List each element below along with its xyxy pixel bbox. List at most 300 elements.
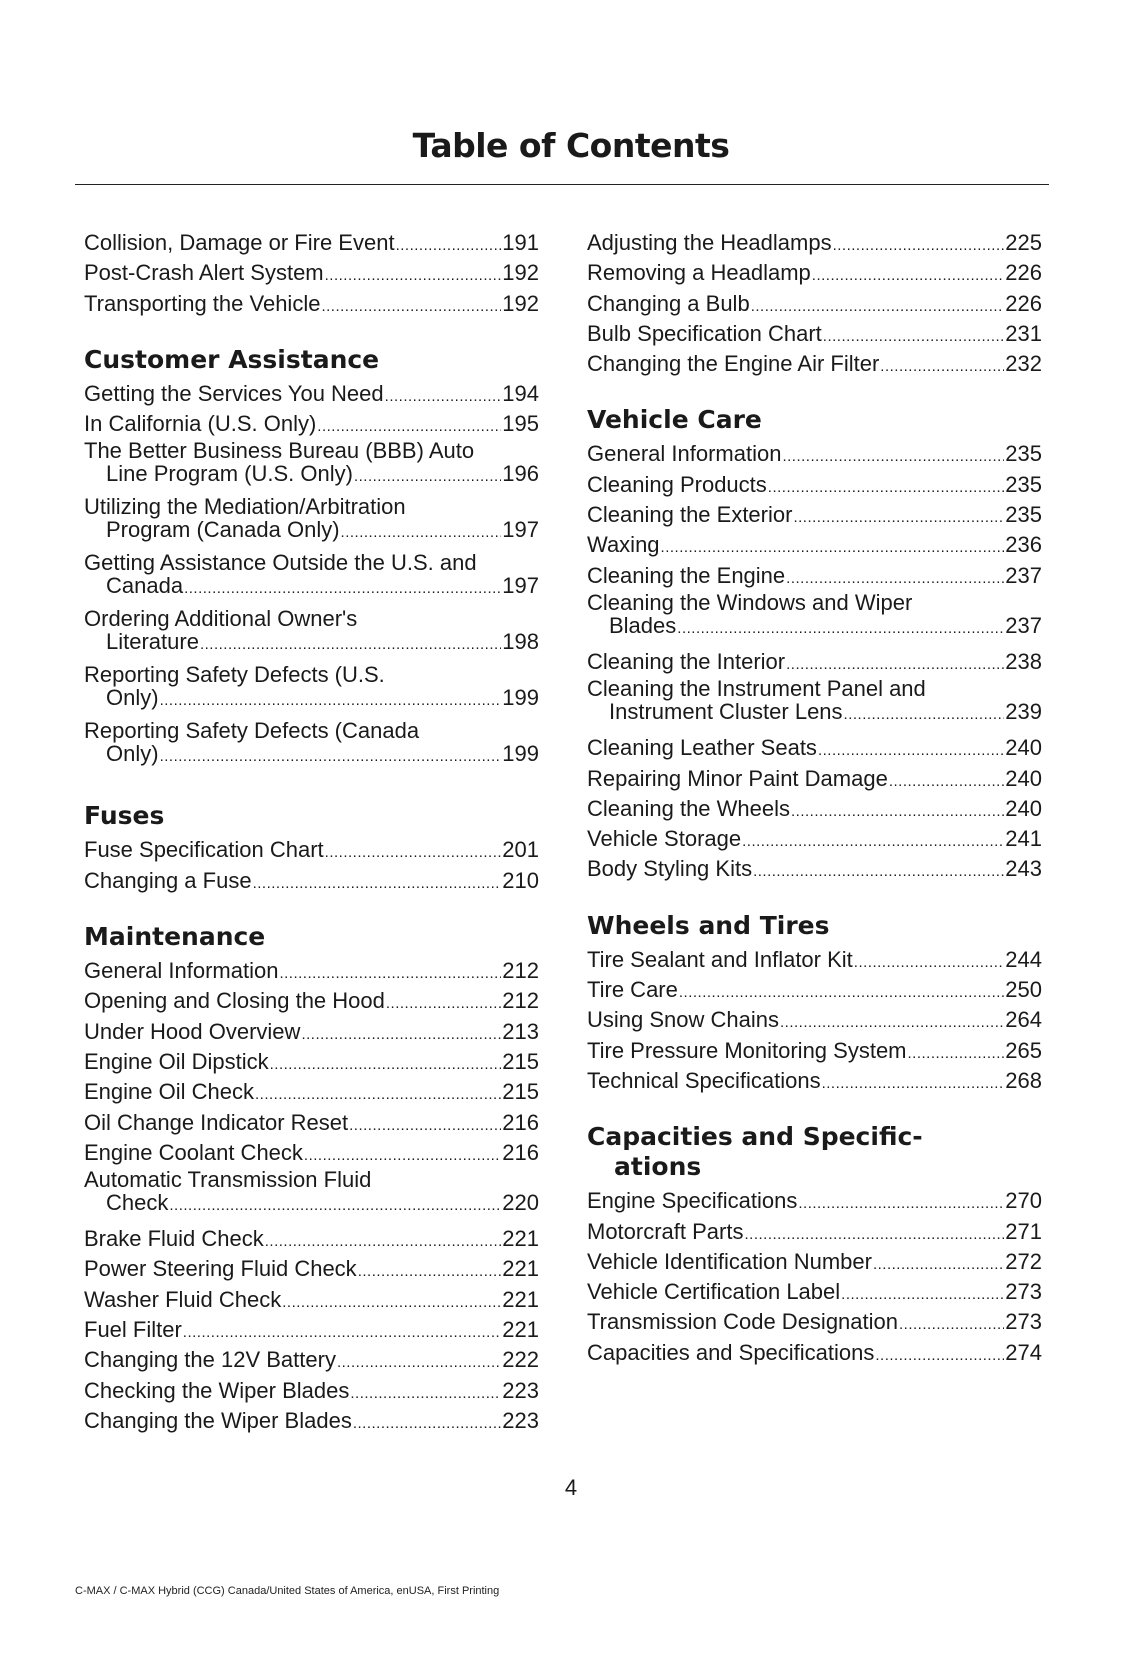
toc-entry[interactable] [84,719,539,775]
toc-page-number: 223 [502,1407,539,1433]
dot-leader [282,1288,501,1318]
toc-page-number: 216 [502,1109,539,1135]
toc-entry[interactable] [84,1077,539,1107]
toc-entry[interactable] [587,975,1042,1005]
toc-page-number: 220 [502,1190,539,1216]
toc-entry[interactable] [587,854,1042,884]
toc-page-number: 194 [502,380,539,406]
toc-entry-title-continuation: Instrument Cluster Lens [609,699,843,725]
toc-page-number: 240 [1005,765,1042,791]
dot-leader [160,689,502,712]
toc-section [84,228,539,319]
toc-entry-row [84,742,539,768]
toc-entry[interactable] [84,1017,539,1047]
toc-entry[interactable] [84,495,539,551]
section-heading-text: Maintenance [84,922,266,952]
toc-entry-row [587,319,1042,352]
toc-entry-title: Utilizing the Mediation/Arbitration [84,494,406,520]
toc-entry-row [587,289,1042,322]
toc-right-column [587,228,1042,1368]
section-heading-text: Capacities and Specific- [587,1122,923,1152]
dot-leader [350,1379,501,1409]
dot-leader [841,1280,1004,1310]
toc-entry-row [587,975,1042,1008]
toc-entry-title: Vehicle Storage [587,826,742,852]
dot-leader [875,1341,1004,1371]
dot-leader [253,869,502,899]
toc-page-number: 273 [1005,1279,1042,1305]
toc-entry[interactable] [587,1217,1042,1247]
toc-entry-row [587,1247,1042,1280]
dot-leader [279,959,501,989]
toc-entry-title: Changing a Bulb [587,290,750,316]
toc-page-number: 232 [1005,351,1042,377]
toc-entry-title: Fuse Specification Chart [84,837,324,863]
dot-leader [353,1409,501,1439]
toc-entry[interactable] [587,228,1042,258]
toc-page-number: 221 [502,1256,539,1282]
toc-entry-title: Fuel Filter [84,1317,182,1343]
toc-page-number: 191 [502,230,539,255]
toc-entry-title: Tire Sealant and Inflator Kit [587,946,853,972]
toc-entry[interactable] [587,1338,1042,1368]
toc-page-number: 231 [1005,320,1042,346]
dot-leader [768,473,1005,503]
toc-entry-title: Using Snow Chains [587,1007,779,1033]
toc-entry-row [587,1277,1042,1310]
title-divider [75,184,1049,185]
toc-entry-title: Under Hood Overview [84,1018,301,1044]
toc-page-number: 212 [502,988,539,1014]
section-heading-text: Wheels and Tires [587,910,830,940]
toc-page-number: 250 [1005,977,1042,1003]
section-heading-text: Fuses [84,801,165,831]
toc-entry-row [587,1338,1042,1371]
toc-entry-title: Cleaning Products [587,471,767,497]
toc-entry-row [84,289,539,322]
toc-entry[interactable] [587,289,1042,319]
toc-entry-row [84,1191,539,1217]
toc-entry[interactable] [587,794,1042,824]
toc-entry-row [587,228,1042,261]
section-heading-text: Vehicle Care [587,405,762,435]
toc-entry[interactable] [587,945,1042,975]
toc-page-number: 240 [1005,735,1042,761]
toc-entry[interactable] [84,1224,539,1254]
toc-entry[interactable] [587,319,1042,349]
toc-entry[interactable] [587,1277,1042,1307]
toc-page-number: 197 [502,517,539,543]
toc-page-number: 223 [502,1377,539,1403]
toc-entry-title: Vehicle Certification Label [587,1279,841,1305]
dot-leader [818,736,1004,766]
toc-section [587,1122,1042,1368]
toc-entry-row [587,945,1042,978]
toc-entry[interactable] [587,258,1042,288]
toc-page-number: 212 [502,958,539,984]
toc-entry-row [587,1186,1042,1219]
toc-entry-row [84,574,539,600]
toc-entry-title-continuation: Program (Canada Only) [106,517,340,543]
toc-page-number: 195 [502,411,539,437]
dot-leader [270,1050,502,1080]
toc-entry-title: Body Styling Kits [587,856,753,882]
toc-entry[interactable] [587,677,1042,733]
toc-entry-row [587,854,1042,887]
toc-entry[interactable] [84,1406,539,1436]
toc-entry[interactable] [587,824,1042,854]
dot-leader [358,1257,502,1287]
toc-entry-row [587,824,1042,857]
toc-entry-row [84,1285,539,1318]
toc-page-number: 222 [502,1347,539,1373]
toc-page-number: 237 [1005,612,1042,638]
toc-page-number: 239 [1005,699,1042,725]
toc-page-number: 272 [1005,1248,1042,1274]
dot-leader [744,1220,1004,1250]
toc-entry-title: Cleaning the Wheels [587,795,791,821]
toc-entry-row [84,1224,539,1257]
toc-page-number: 273 [1005,1309,1042,1335]
toc-section [587,228,1042,379]
dot-leader [337,1348,501,1378]
toc-page-number: 235 [1005,441,1042,467]
toc-page-number: 221 [502,1226,539,1252]
toc-page-number: 274 [1005,1339,1042,1365]
toc-entry-row [587,764,1042,797]
dot-leader [822,1069,1005,1099]
toc-entry-title: Automatic Transmission Fluid [84,1167,372,1193]
page-title: Table of Contents [412,126,730,165]
toc-entry[interactable] [84,986,539,1016]
toc-entry-row [84,228,539,261]
toc-entry[interactable] [587,647,1042,677]
dot-leader [854,948,1005,978]
dot-leader [844,703,1005,726]
toc-entry[interactable] [84,551,539,607]
dot-leader [321,292,501,322]
toc-entry-row [84,518,539,544]
page-number: 4 [564,1475,578,1500]
toc-entry-row [84,1047,539,1080]
toc-entry-title: Engine Oil Dipstick [84,1048,269,1074]
toc-entry-row [587,470,1042,503]
dot-leader [679,978,1004,1008]
toc-entry-title: Engine Coolant Check [84,1139,303,1165]
toc-page-number: 213 [502,1018,539,1044]
toc-page-number: 196 [502,461,539,487]
toc-entry-row [84,866,539,899]
dot-leader [183,1318,501,1348]
toc-entry-title: Motorcraft Parts [587,1218,744,1244]
toc-page-number: 197 [502,573,539,599]
toc-entry-title: Getting the Services You Need [84,380,384,406]
toc-entry-title: Cleaning the Engine [587,562,786,588]
dot-leader [354,465,501,488]
toc-entry-row [587,700,1042,726]
toc-entry-title: Adjusting the Headlamps [587,230,832,255]
dot-leader [751,292,1005,322]
toc-entry-row [587,500,1042,533]
toc-entry-title: Brake Fluid Check [84,1226,264,1252]
toc-entry-title: Changing the 12V Battery [84,1347,336,1373]
toc-entry-row [587,794,1042,827]
toc-entry-title: General Information [84,958,279,984]
toc-entry[interactable] [84,835,539,865]
toc-entry[interactable] [84,1315,539,1345]
dot-leader [889,767,1004,797]
toc-entry-title: Bulb Specification Chart [587,320,822,346]
toc-entry-title: Cleaning the Instrument Panel and [587,676,926,702]
toc-entry-row [587,1217,1042,1250]
dot-leader [798,1189,1004,1219]
toc-entry-row [587,614,1042,640]
toc-entry-row [587,647,1042,680]
toc-entry-title-continuation: Literature [106,629,199,655]
toc-page-number: 243 [1005,856,1042,882]
dot-leader [677,617,1004,640]
toc-entry[interactable] [587,439,1042,469]
toc-entry-title: Washer Fluid Check [84,1286,282,1312]
toc-entry-title: Cleaning the Windows and Wiper [587,589,913,615]
toc-entry-title: Waxing [587,532,660,558]
toc-page-number: 199 [502,685,539,711]
toc-page-number: 235 [1005,471,1042,497]
toc-entry[interactable] [587,591,1042,647]
toc-entry[interactable] [84,866,539,896]
toc-entry-row [587,439,1042,472]
toc-entry-title: Tire Care [587,977,678,1003]
toc-entry-title: Reporting Safety Defects (Canada [84,718,420,744]
toc-entry-title: Capacities and Specifications [587,1339,875,1365]
toc-page-number: 268 [1005,1067,1042,1093]
toc-entry-title: In California (U.S. Only) [84,411,317,437]
dot-leader [833,231,1005,261]
toc-page-number: 236 [1005,532,1042,558]
toc-page-number: 201 [502,837,539,863]
toc-entry[interactable] [587,561,1042,591]
toc-entry-row [587,1005,1042,1038]
toc-entry[interactable] [587,764,1042,794]
section-heading [84,801,539,831]
toc-entry-row [84,835,539,868]
toc-section [84,801,539,896]
toc-page-number: 199 [502,741,539,767]
dot-leader [386,989,501,1019]
toc-entry[interactable] [587,1036,1042,1066]
toc-entry[interactable] [587,470,1042,500]
toc-section [84,922,539,1436]
dot-leader [200,633,501,656]
toc-entry-row [84,379,539,412]
toc-entry-title-continuation: Line Program (U.S. Only) [106,461,353,487]
toc-entry[interactable] [84,258,539,288]
toc-entry-row [84,1254,539,1287]
toc-entry[interactable] [84,956,539,986]
toc-page-number: 265 [1005,1037,1042,1063]
toc-entry-row [84,1077,539,1110]
toc-entry-row [84,409,539,442]
toc-entry[interactable] [84,663,539,719]
toc-entry-row [84,1108,539,1141]
toc-entry[interactable] [587,349,1042,379]
toc-entry[interactable] [84,1108,539,1138]
toc-page-number: 226 [1005,290,1042,316]
toc-entry-title: Getting Assistance Outside the U.S. and [84,550,477,576]
toc-entry[interactable] [587,1066,1042,1096]
toc-entry[interactable] [84,1345,539,1375]
toc-entry[interactable] [587,1186,1042,1216]
toc-entry-title: Collision, Damage or Fire Event [84,230,395,255]
dot-leader [184,577,501,600]
toc-page-number: 192 [502,260,539,286]
toc-entry-row [84,986,539,1019]
toc-entry[interactable] [84,379,539,409]
toc-entry[interactable] [84,228,539,258]
toc-entry-title-continuation: Only) [106,685,159,711]
dot-leader [908,1039,1005,1069]
toc-entry-title: Cleaning the Interior [587,648,786,674]
dot-leader [661,533,1005,563]
toc-entry[interactable] [84,439,539,495]
dot-leader [169,1194,501,1217]
toc-entry-title: Cleaning the Exterior [587,502,793,528]
toc-section [84,345,539,776]
toc-entry-row [587,258,1042,291]
dot-leader [782,442,1004,472]
toc-entry-title: Tire Pressure Monitoring System [587,1037,907,1063]
dot-leader [265,1227,502,1257]
toc-entry[interactable] [84,607,539,663]
toc-entry[interactable] [587,500,1042,530]
toc-entry[interactable] [84,1047,539,1077]
toc-entry-row [587,530,1042,563]
toc-entry[interactable] [84,289,539,319]
footer-text: C-MAX / C-MAX Hybrid (CCG) Canada/United States of America, enUSA, First Printing [75,1585,500,1597]
toc-page-number: 237 [1005,562,1042,588]
toc-entry-row [587,1307,1042,1340]
dot-leader [753,857,1004,887]
toc-page-number: 215 [502,1079,539,1105]
toc-page-number: 271 [1005,1218,1042,1244]
toc-entry-row [84,956,539,989]
section-heading [587,911,1042,941]
toc-page-number: 235 [1005,502,1042,528]
dot-leader [385,382,502,412]
toc-entry-title: Checking the Wiper Blades [84,1377,350,1403]
toc-entry-title: Changing a Fuse [84,867,252,893]
toc-entry-row [84,1017,539,1050]
toc-entry-row [84,1376,539,1409]
toc-entry[interactable] [587,1307,1042,1337]
dot-leader [793,503,1004,533]
toc-entry-title: Technical Specifications [587,1067,821,1093]
toc-entry[interactable] [84,1138,539,1168]
toc-entry-title: Changing the Wiper Blades [84,1407,352,1433]
toc-left-column [84,228,539,1436]
toc-section [587,405,1042,884]
toc-entry-title-continuation: Blades [609,612,677,638]
toc-entry-row [587,1066,1042,1099]
toc-entry[interactable] [84,1285,539,1315]
toc-entry-title: Removing a Headlamp [587,260,811,286]
section-heading-continuation: ations [614,1152,702,1182]
toc-entry-row [84,258,539,291]
toc-entry-row [587,733,1042,766]
toc-entry-row [84,1315,539,1348]
toc-entry-title: Cleaning Leather Seats [587,735,817,761]
section-heading [587,1122,1042,1182]
toc-entry-title: The Better Business Bureau (BBB) Auto [84,438,475,464]
toc-entry-title: Transporting the Vehicle [84,290,321,316]
toc-entry[interactable] [84,1254,539,1284]
dot-leader [742,827,1004,857]
toc-page-number: 192 [502,290,539,316]
toc-entry-row [587,349,1042,382]
toc-entry-title-continuation: Only) [106,741,159,767]
toc-entry-row [587,561,1042,594]
section-heading [84,922,539,952]
toc-entry-title: Oil Change Indicator Reset [84,1109,349,1135]
toc-entry[interactable] [84,1168,539,1224]
toc-entry[interactable] [587,530,1042,560]
section-heading [587,405,1042,435]
dot-leader [341,521,502,544]
section-heading [84,345,539,375]
dot-leader [791,797,1004,827]
toc-page-number: 241 [1005,826,1042,852]
toc-page-number: 221 [502,1317,539,1343]
toc-entry-title: Reporting Safety Defects (U.S. [84,662,385,688]
toc-entry[interactable] [84,409,539,439]
toc-page-number: 226 [1005,260,1042,286]
toc-page-number: 210 [502,867,539,893]
toc-entry-row [84,630,539,656]
toc-page-number: 244 [1005,946,1042,972]
toc-entry[interactable] [587,1247,1042,1277]
dot-leader [812,261,1005,291]
toc-page-number: 221 [502,1286,539,1312]
dot-leader [301,1020,501,1050]
toc-entry-title: Opening and Closing the Hood [84,988,385,1014]
toc-entry-title: Transmission Code Designation [587,1309,898,1335]
dot-leader [780,1008,1004,1038]
toc-entry-title: General Information [587,441,782,467]
toc-entry-title: Ordering Additional Owner's [84,606,358,632]
toc-entry-title: Vehicle Identification Number [587,1248,872,1274]
toc-page-number: 215 [502,1048,539,1074]
dot-leader [396,231,502,261]
toc-entry[interactable] [84,1376,539,1406]
dot-leader [899,1310,1004,1340]
dot-leader [823,322,1004,352]
toc-entry[interactable] [587,1005,1042,1035]
toc-entry-row [84,1345,539,1378]
dot-leader [255,1080,501,1110]
toc-entry-title-continuation: Check [106,1190,169,1216]
toc-entry-row [84,686,539,712]
dot-leader [160,745,502,768]
toc-entry-row [84,1406,539,1439]
toc-entry-title: Engine Specifications [587,1188,798,1214]
toc-entry-title: Engine Oil Check [84,1079,254,1105]
toc-page-number: 264 [1005,1007,1042,1033]
dot-leader [325,261,502,291]
toc-entry[interactable] [587,733,1042,763]
dot-leader [873,1250,1004,1280]
toc-entry-title-continuation: Canada [106,573,184,599]
toc-page-number: 216 [502,1139,539,1165]
